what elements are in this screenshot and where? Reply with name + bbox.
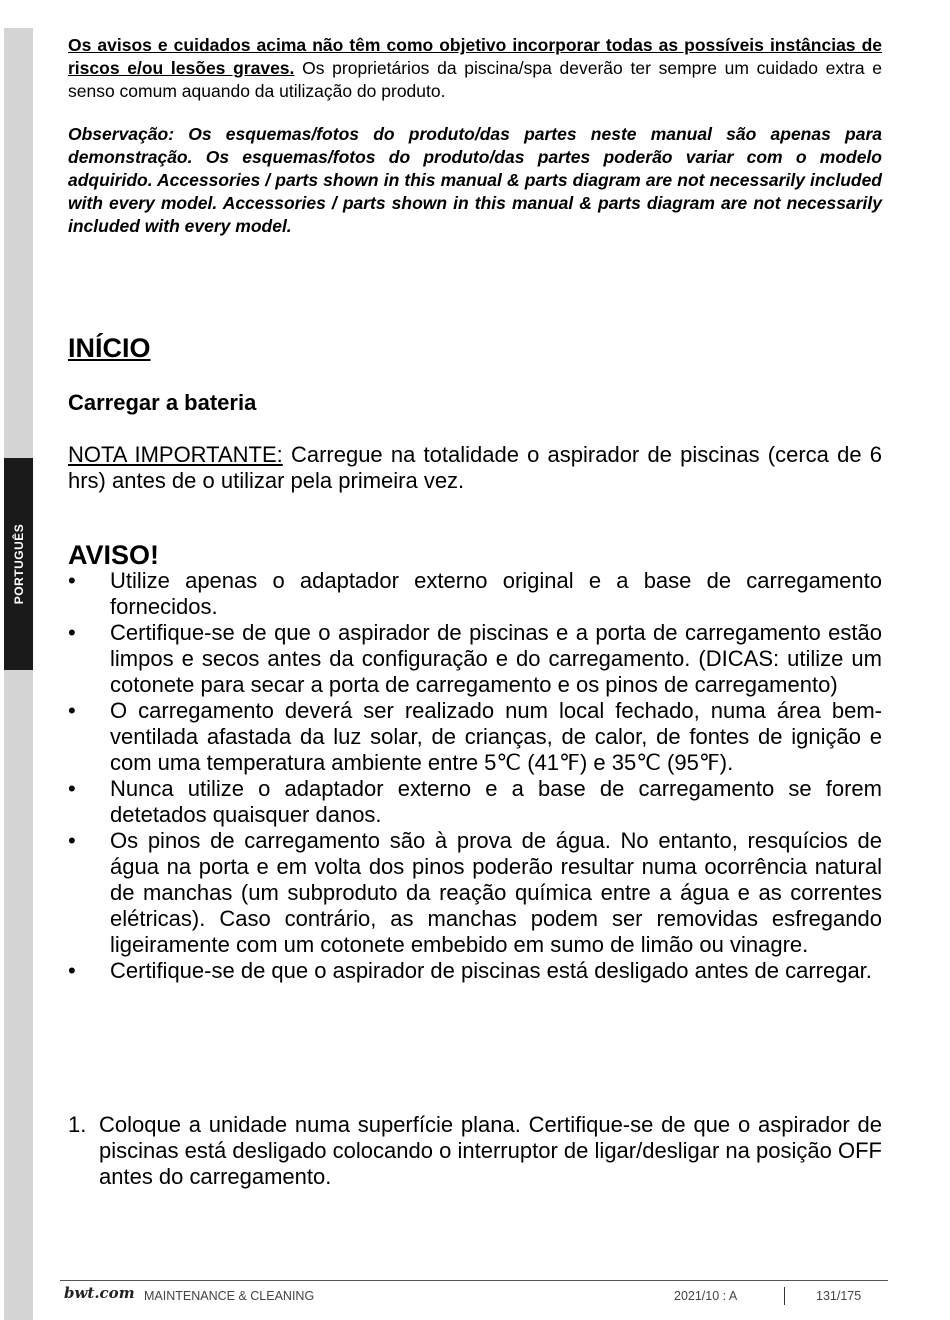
intro-paragraph — [68, 34, 882, 103]
important-note-text: Carregue na totalidade o aspirador de piscinas (cerca de 6 hrs) antes de o utilizar pela primeira vez. — [68, 442, 882, 493]
footer-separator — [784, 1287, 785, 1305]
page-number: 131/175 — [816, 1289, 862, 1303]
step-number: 1. — [68, 1112, 87, 1137]
intro-disclaimer: Os avisos e cuidados acima não têm como objetivo incorporar todas as possíveis instâncias de riscos e/ou lesões graves. — [68, 35, 882, 78]
side-strip — [4, 28, 33, 1320]
list-item: • Utilize apenas o adaptador externo original e a base de carregamento fornecidos. — [68, 568, 882, 620]
list-item: • O carregamento deverá ser realizado num local fechado, numa área bem-ventilada afastada da luz solar, de crianças, de calor, de fontes de ignição e com uma temperatura ambiente entre 5℃ (41℉) e 35℃ (95℉). — [68, 698, 882, 776]
section-subtitle: Carregar a bateria — [68, 390, 257, 415]
observation-note: Observação: Os esquemas/fotos do produto/das partes neste manual são apenas para demonstração. Os esquemas/fotos do produto/das partes poderão variar com o modelo adquirido. Accessories / parts shown in this manual & parts diagram are not necessarily included with every model. Accessories / parts shown in this manual & parts diagram are not necessarily included with every model. — [68, 124, 882, 236]
intro-text: Os proprietários da piscina/spa deverão ter sempre um cuidado extra e senso comum aquando da utilização do produto. — [68, 58, 882, 101]
footer-divider — [60, 1280, 888, 1281]
footer-section-name: MAINTENANCE & CLEANING — [144, 1289, 315, 1303]
warning-title: AVISO! — [68, 540, 160, 570]
list-item: • Os pinos de carregamento são à prova de água. No entanto, resquícios de água na porta e em volta dos pinos poderão resultar numa ocorrência natural de manchas (um subproduto da reação química entre a água e as correntes elétricas). Caso contrário, as manchas podem ser removidas esfregando ligeiramente com um cotonete embebido em sumo de limão ou vinagre. — [68, 828, 882, 958]
important-note — [68, 442, 882, 494]
warning-list — [68, 568, 882, 984]
list-item: • Nunca utilize o adaptador externo e a base de carregamento se forem detetados quaisquer danos. — [68, 776, 882, 828]
language-tab — [4, 458, 33, 670]
footer-revision-date: 2021/10 : A — [674, 1289, 738, 1303]
list-item: • Certifique-se de que o aspirador de piscinas está desligado antes de carregar. — [68, 958, 882, 984]
brand-logo: bwt.com — [64, 1284, 135, 1302]
important-note-label: NOTA IMPORTANTE: — [68, 442, 283, 467]
section-title: INÍCIO — [68, 333, 151, 363]
language-tab-label: PORTUGUÊS — [11, 523, 26, 605]
list-item: • Certifique-se de que o aspirador de piscinas e a porta de carregamento estão limpos e secos antes da configuração e do carregamento. (DICAS: utilize um cotonete para secar a porta de carregamento e os pinos de carregamento) — [68, 620, 882, 698]
step-text: Coloque a unidade numa superfície plana. Certifique-se de que o aspirador de piscinas está desligado colocando o interruptor de ligar/desligar na posição OFF antes do carregamento. — [99, 1112, 882, 1189]
step-item — [68, 1112, 882, 1190]
